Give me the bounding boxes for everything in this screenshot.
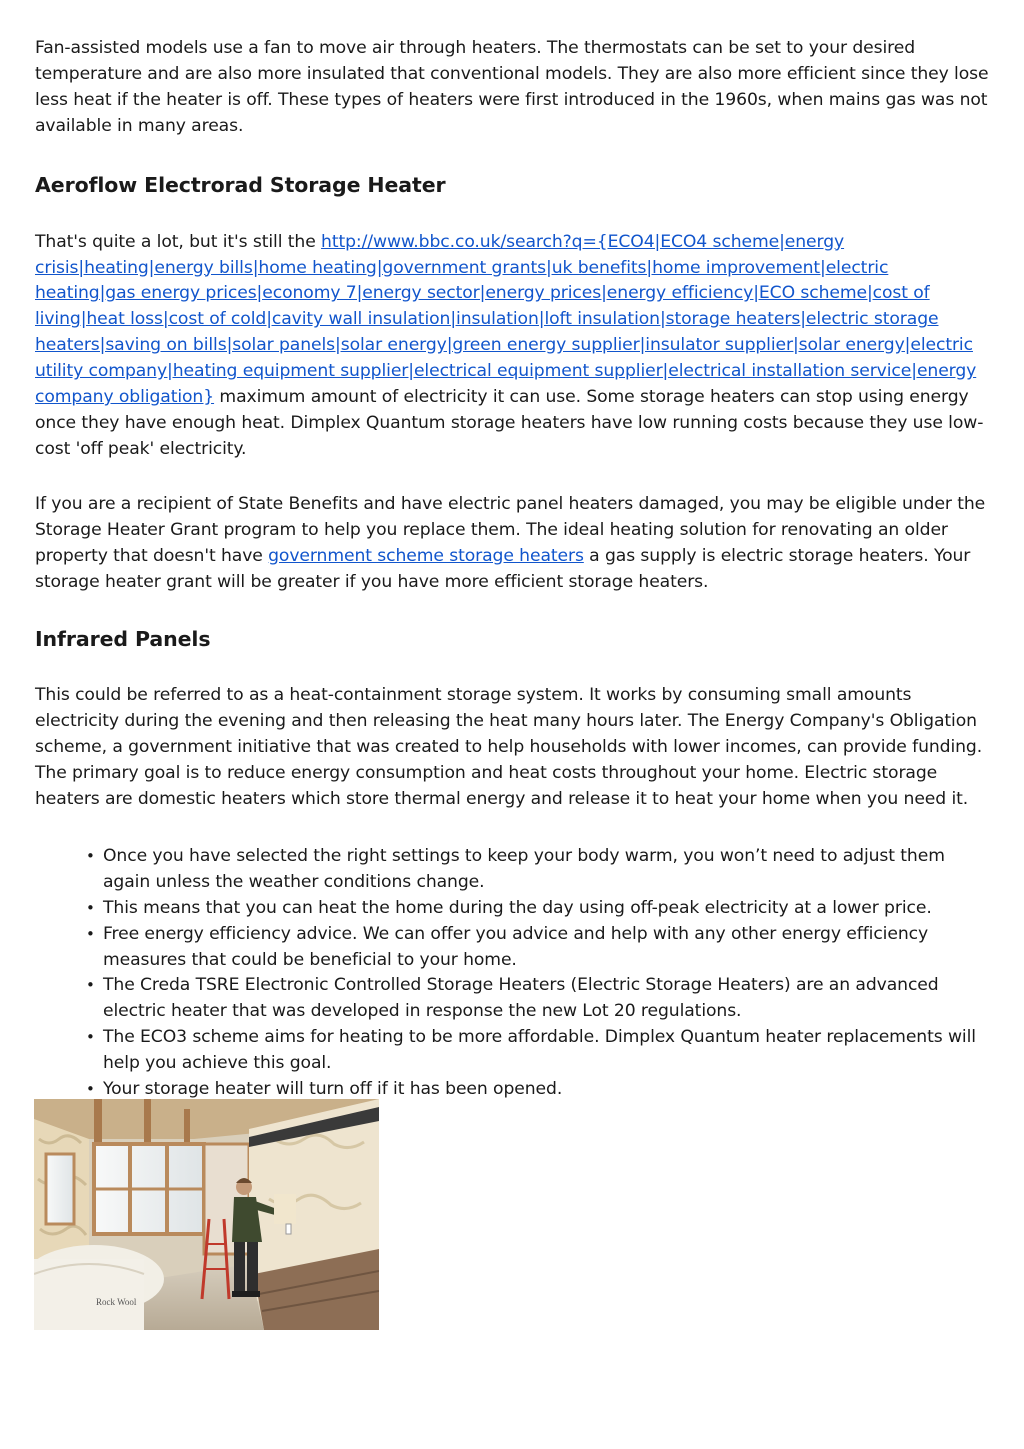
bullet-text: This means that you can heat the home during the day using off-peak electricity at a lower price. — [103, 897, 932, 918]
bullet-glyph: • — [86, 1080, 95, 1099]
bullet-text: The Creda TSRE Electronic Controlled Storage Heaters (Electric Storage Heaters) are an advanced electric heater that was developed in response the new Lot 20 regulations. — [103, 975, 939, 1022]
bullet-item — [86, 922, 990, 974]
paragraph-state-benefits — [35, 492, 990, 596]
bbc-search-link[interactable]: http://www.bbc.co.uk/search?q={ECO4|ECO4 scheme|energy crisis|heating|energy bills|home heating|government grants|uk benefits|home improvement|electric heating|gas energy prices|economy 7|energy sector|energy prices|energy efficiency|ECO scheme|cost of living|heat loss|cost of cold|cavity wall insulation|insulation|loft insulation|storage heaters|electric storage heaters|saving on bills|solar panels|solar energy|green energy supplier|insulator supplier|solar energy|electric utility company|heating equipment supplier|electrical equipment supplier|electrical installation service|energy company obligation} — [35, 231, 977, 408]
bullet-text: The ECO3 scheme aims for heating to be more affordable. Dimplex Quantum heater replacements will help you achieve this goal. — [103, 1027, 976, 1074]
paragraph-2-after: maximum amount of electricity it can use. Some storage heaters can stop using energy once they have enough heat. Dimplex Quantum storage heaters have low running costs because they use low-cost 'off peak' electricity. — [35, 387, 984, 459]
bullet-text: Free energy efficiency advice. We can offer you advice and help with any other energy efficiency measures that could be beneficial to your home. — [103, 923, 929, 970]
bullet-glyph: • — [86, 1028, 95, 1047]
bullet-glyph: • — [86, 924, 95, 943]
document-page — [35, 36, 990, 1103]
paragraph-2-before: That's quite a lot, but it's still the — [35, 231, 322, 252]
bullet-text: Your storage heater will turn off if it has been opened. — [103, 1079, 563, 1100]
paragraph-bbc-link — [35, 230, 990, 463]
paragraph-heat-containment: This could be referred to as a heat-containment storage system. It works by consuming small amounts electricity during the evening and then releasing the heat many hours later. The Energy Company's Obligation scheme, a government initiative that was created to help households with lower incomes, can provide funding. The primary goal is to reduce energy consumption and heat costs throughout your home. Electric storage heaters are domestic heaters which store thermal energy and release it to heat your home when you need it. — [35, 685, 983, 810]
bullet-list — [35, 844, 990, 1103]
bullet-item — [86, 896, 990, 922]
paragraph-fan-assisted: Fan-assisted models use a fan to move air through heaters. The thermostats can be set to your desired temperature and are also more insulated that conventional models. They are also more efficient since they lose less heat if the heater is off. These types of heaters were first introduced in the 1960s, when mains gas was not available in many areas. — [35, 38, 989, 136]
bullet-item — [86, 844, 990, 896]
insulation-worker-photo — [34, 1099, 379, 1330]
bullet-glyph: • — [86, 846, 95, 865]
bullet-glyph: • — [86, 976, 95, 995]
paragraph-3-after: a gas supply is electric storage heaters. Your storage heater grant will be greater if you have more efficient storage heaters. — [35, 545, 971, 592]
bullet-text: Once you have selected the right settings to keep your body warm, you won’t need to adjust them again unless the weather conditions change. — [103, 845, 945, 892]
insulation-roll-text: Rock Wool — [96, 1297, 137, 1307]
photo-illustration — [34, 1099, 379, 1330]
heading-aeroflow: Aeroflow Electrorad Storage Heater — [35, 172, 446, 197]
bullet-glyph: • — [86, 898, 95, 917]
paragraph-3-before: If you are a recipient of State Benefits and have electric panel heaters damaged, you may be eligible under the Storage Heater Grant program to help you replace them. The ideal heating solution for renovating an older property that doesn't have — [35, 493, 986, 566]
heading-infrared-panels: Infrared Panels — [35, 627, 211, 652]
bullet-item — [86, 1025, 990, 1077]
bullet-item — [86, 973, 990, 1025]
government-scheme-link[interactable]: government scheme storage heaters — [268, 545, 584, 566]
